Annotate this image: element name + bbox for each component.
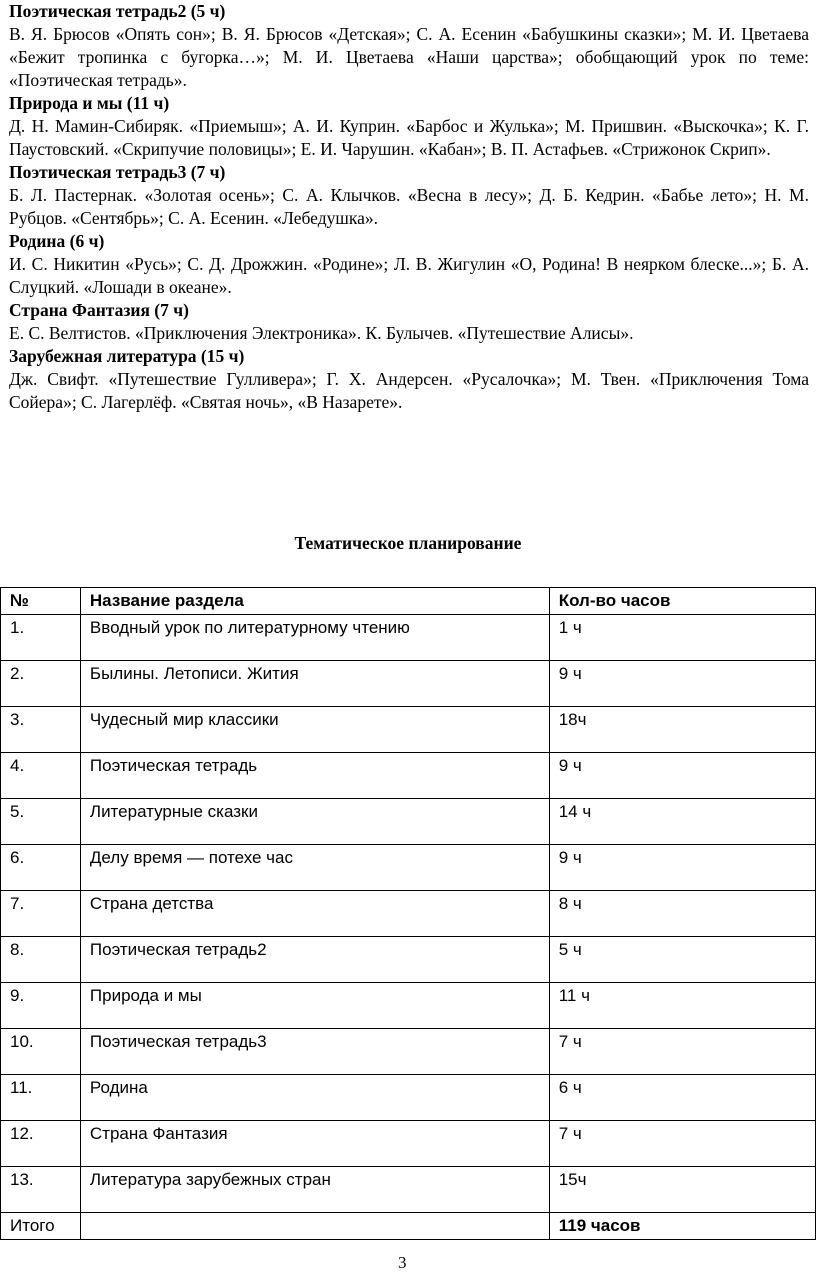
row-section-name: Природа и мы [80, 983, 549, 1029]
page-number: 3 [398, 1253, 407, 1272]
section-title: Страна Фантазия (7 ч) [9, 300, 189, 320]
row-number: 13. [1, 1167, 81, 1213]
section-text: Е. С. Велтистов. «Приключения Электроника». К. Булычев. «Путешествие Алисы». [9, 323, 634, 343]
table-row [1, 707, 816, 753]
total-label: Итого [1, 1213, 81, 1240]
row-section-name: Поэтическая тетрадь3 [80, 1029, 549, 1075]
section-title: Зарубежная литература (15 ч) [9, 346, 245, 366]
row-section-name: Литература зарубежных стран [80, 1167, 549, 1213]
row-section-name: Делу время — потехе час [80, 845, 549, 891]
table-row [1, 983, 816, 1029]
row-section-name: Литературные сказки [80, 799, 549, 845]
total-hours: 119 часов [549, 1213, 815, 1240]
row-number: 6. [1, 845, 81, 891]
row-hours: 7 ч [549, 1029, 815, 1075]
row-hours: 18ч [549, 707, 815, 753]
row-hours: 9 ч [549, 661, 815, 707]
section-text: Дж. Свифт. «Путешествие Гулливера»; Г. Х. Андерсен. «Русалочка»; М. Твен. «Приключения Тома Сойера»; С. Лагерлёф. «Святая ночь», «В Назарете». [9, 369, 809, 412]
total-row [1, 1213, 816, 1240]
table-row [1, 1029, 816, 1075]
table-row [1, 1167, 816, 1213]
row-section-name: Былины. Летописи. Жития [80, 661, 549, 707]
section-title: Родина (6 ч) [9, 231, 105, 251]
row-number: 7. [1, 891, 81, 937]
section-text: Д. Н. Мамин-Сибиряк. «Приемыш»; А. И. Куприн. «Барбос и Жулька»; М. Пришвин. «Выскочка»; К. Г. Паустовский. «Скрипучие половицы»; Е. И. Чарушин. «Кабан»; В. П. Астафьев. «Стрижонок Скрип». [9, 116, 809, 159]
row-hours: 8 ч [549, 891, 815, 937]
row-number: 4. [1, 753, 81, 799]
row-hours: 15ч [549, 1167, 815, 1213]
row-hours: 9 ч [549, 845, 815, 891]
section-text: И. С. Никитин «Русь»; С. Д. Дрожжин. «Родине»; Л. В. Жигулин «О, Родина! В неярком блеске...»; Б. А. Слуцкий. «Лошади в океане». [9, 254, 809, 297]
row-number: 12. [1, 1121, 81, 1167]
table-row [1, 891, 816, 937]
row-section-name: Поэтическая тетрадь2 [80, 937, 549, 983]
row-number: 9. [1, 983, 81, 1029]
row-hours: 14 ч [549, 799, 815, 845]
plan-title: Тематическое планирование [294, 533, 522, 553]
table-row [1, 845, 816, 891]
row-number: 10. [1, 1029, 81, 1075]
row-hours: 1 ч [549, 615, 815, 661]
section-title: Природа и мы (11 ч) [9, 93, 170, 113]
row-section-name: Страна детства [80, 891, 549, 937]
row-hours: 9 ч [549, 753, 815, 799]
row-number: 1. [1, 615, 81, 661]
row-number: 8. [1, 937, 81, 983]
table-row [1, 1075, 816, 1121]
row-section-name: Вводный урок по литературному чтению [80, 615, 549, 661]
table-row [1, 753, 816, 799]
row-hours: 5 ч [549, 937, 815, 983]
row-hours: 11 ч [549, 983, 815, 1029]
table-header-row [1, 588, 816, 615]
plan-table [0, 587, 816, 1240]
section-title: Поэтическая тетрадь2 (5 ч) [9, 1, 226, 21]
row-number: 2. [1, 661, 81, 707]
program-content [9, 0, 809, 414]
row-section-name: Страна Фантазия [80, 1121, 549, 1167]
row-hours: 7 ч [549, 1121, 815, 1167]
total-empty-cell [80, 1213, 549, 1240]
table-row [1, 615, 816, 661]
header-section-name: Название раздела [80, 588, 549, 615]
section-text: Б. Л. Пастернак. «Золотая осень»; С. А. Клычков. «Весна в лесу»; Д. Б. Кедрин. «Бабье лето»; Н. М. Рубцов. «Сентябрь»; С. А. Есенин. «Лебедушка». [9, 185, 809, 228]
table-row [1, 1121, 816, 1167]
row-section-name: Чудесный мир классики [80, 707, 549, 753]
row-section-name: Родина [80, 1075, 549, 1121]
table-row [1, 799, 816, 845]
header-hours: Кол-во часов [549, 588, 815, 615]
section-title: Поэтическая тетрадь3 (7 ч) [9, 162, 226, 182]
header-number: № [1, 588, 81, 615]
table-row [1, 661, 816, 707]
row-number: 5. [1, 799, 81, 845]
section-text: В. Я. Брюсов «Опять сон»; В. Я. Брюсов «Детская»; С. А. Есенин «Бабушкины сказки»; М. И. Цветаева «Бежит тропинка с бугорка…»; М. И. Цветаева «Наши царства»; обобщающий урок по теме: «Поэтическая тетрадь». [9, 24, 809, 90]
row-number: 3. [1, 707, 81, 753]
table-row [1, 937, 816, 983]
row-section-name: Поэтическая тетрадь [80, 753, 549, 799]
row-number: 11. [1, 1075, 81, 1121]
row-hours: 6 ч [549, 1075, 815, 1121]
